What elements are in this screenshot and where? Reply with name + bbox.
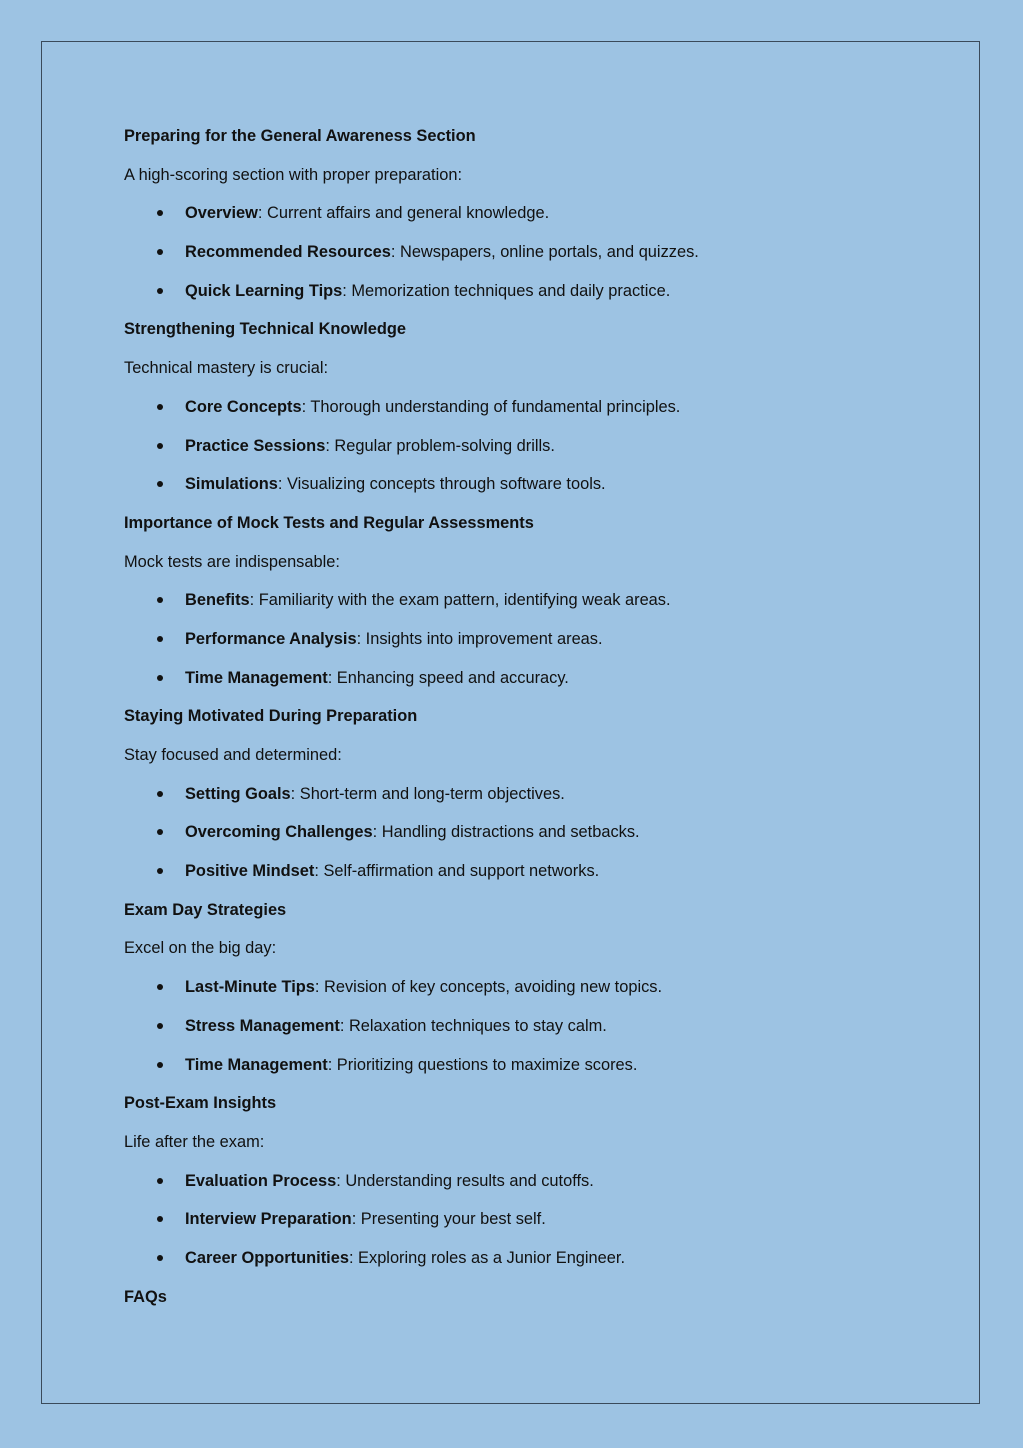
- section-intro: Excel on the big day:: [124, 939, 277, 958]
- bullet-icon: [157, 636, 163, 642]
- list-item: [124, 585, 924, 624]
- list-item: [124, 276, 924, 315]
- item-term: Stress Management: [185, 1016, 340, 1035]
- item-term: Positive Mindset: [185, 862, 315, 881]
- item-term: Quick Learning Tips: [185, 281, 343, 300]
- item-text: : Relaxation techniques to stay calm.: [339, 1016, 607, 1035]
- item-text: : Current affairs and general knowledge.: [257, 204, 550, 223]
- list-item: [124, 431, 924, 470]
- item-text: : Revision of key concepts, avoiding new topics.: [314, 978, 663, 997]
- bullet-icon: [157, 1023, 163, 1029]
- item-text: : Regular problem-solving drills.: [325, 436, 555, 455]
- item-text: : Prioritizing questions to maximize scores.: [327, 1055, 638, 1074]
- bullet-icon: [157, 210, 163, 216]
- item-text: : Exploring roles as a Junior Engineer.: [348, 1248, 626, 1267]
- item-term: Practice Sessions: [185, 436, 326, 455]
- faqs-heading: FAQs: [124, 1287, 167, 1306]
- bullet-icon: [157, 791, 163, 797]
- item-text: : Memorization techniques and daily practice.: [342, 281, 671, 300]
- list-item: [124, 972, 924, 1011]
- list-item: [124, 1050, 924, 1089]
- section-intro: Technical mastery is crucial:: [124, 359, 329, 378]
- list-item: [124, 663, 924, 702]
- bullet-icon: [157, 1255, 163, 1261]
- item-term: Overview: [185, 204, 258, 223]
- item-term: Core Concepts: [185, 397, 302, 416]
- item-text: : Familiarity with the exam pattern, identifying weak areas.: [249, 591, 671, 610]
- item-text: : Handling distractions and setbacks.: [372, 823, 640, 842]
- bullet-icon: [157, 829, 163, 835]
- item-term: Setting Goals: [185, 784, 291, 803]
- bullet-icon: [157, 1062, 163, 1068]
- list-item: [124, 856, 924, 895]
- section-heading: Preparing for the General Awareness Section: [124, 127, 476, 145]
- list-item: [124, 1204, 924, 1243]
- item-text: : Thorough understanding of fundamental principles.: [301, 397, 681, 416]
- bullet-icon: [157, 481, 163, 487]
- item-term: Benefits: [185, 591, 250, 610]
- item-text: : Enhancing speed and accuracy.: [327, 668, 569, 687]
- section-intro: Life after the exam:: [124, 1132, 265, 1151]
- item-term: Overcoming Challenges: [185, 823, 373, 842]
- item-term: Interview Preparation: [185, 1210, 352, 1229]
- bullet-icon: [157, 984, 163, 990]
- section-intro: Stay focused and determined:: [124, 746, 342, 764]
- bullet-icon: [157, 868, 163, 874]
- list-item: [124, 469, 924, 508]
- item-text: : Newspapers, online portals, and quizzes.: [390, 243, 699, 262]
- item-term: Performance Analysis: [185, 629, 357, 648]
- section-intro: A high-scoring section with proper preparation:: [124, 165, 463, 184]
- item-term: Recommended Resources: [185, 243, 391, 262]
- section-heading: Post-Exam Insights: [124, 1094, 277, 1113]
- section-heading: Exam Day Strategies: [124, 900, 287, 919]
- list-item: [124, 624, 924, 663]
- item-text: : Understanding results and cutoffs.: [336, 1171, 594, 1190]
- item-term: Last-Minute Tips: [185, 978, 315, 997]
- item-term: Career Opportunities: [185, 1248, 349, 1267]
- item-text: : Short-term and long-term objectives.: [290, 784, 565, 803]
- item-text: : Insights into improvement areas.: [356, 629, 603, 648]
- bullet-icon: [157, 1178, 163, 1184]
- list-item: [124, 198, 924, 237]
- list-item: [124, 817, 924, 856]
- bullet-icon: [157, 1216, 163, 1222]
- item-text: : Presenting your best self.: [351, 1210, 546, 1229]
- list-item: [124, 1011, 924, 1050]
- bullet-icon: [157, 443, 163, 449]
- bullet-icon: [157, 249, 163, 255]
- item-term: Time Management: [185, 668, 328, 687]
- item-text: : Self-affirmation and support networks.: [314, 862, 600, 881]
- list-item: [124, 392, 924, 431]
- bullet-icon: [157, 288, 163, 294]
- item-term: Simulations: [185, 475, 278, 494]
- bullet-icon: [157, 675, 163, 681]
- list-item: [124, 1166, 924, 1205]
- list-item: [124, 779, 924, 818]
- item-text: : Visualizing concepts through software tools.: [277, 475, 606, 494]
- list-item: [124, 1243, 924, 1282]
- item-term: Time Management: [185, 1055, 328, 1074]
- section-heading: Staying Motivated During Preparation: [124, 707, 418, 726]
- section-intro: Mock tests are indispensable:: [124, 552, 340, 571]
- bullet-icon: [157, 404, 163, 410]
- document-body: [124, 121, 924, 1320]
- section-heading: Strengthening Technical Knowledge: [124, 320, 407, 339]
- section-heading: Importance of Mock Tests and Regular Assessments: [124, 513, 534, 532]
- list-item: [124, 237, 924, 276]
- bullet-icon: [157, 597, 163, 603]
- item-term: Evaluation Process: [185, 1171, 337, 1190]
